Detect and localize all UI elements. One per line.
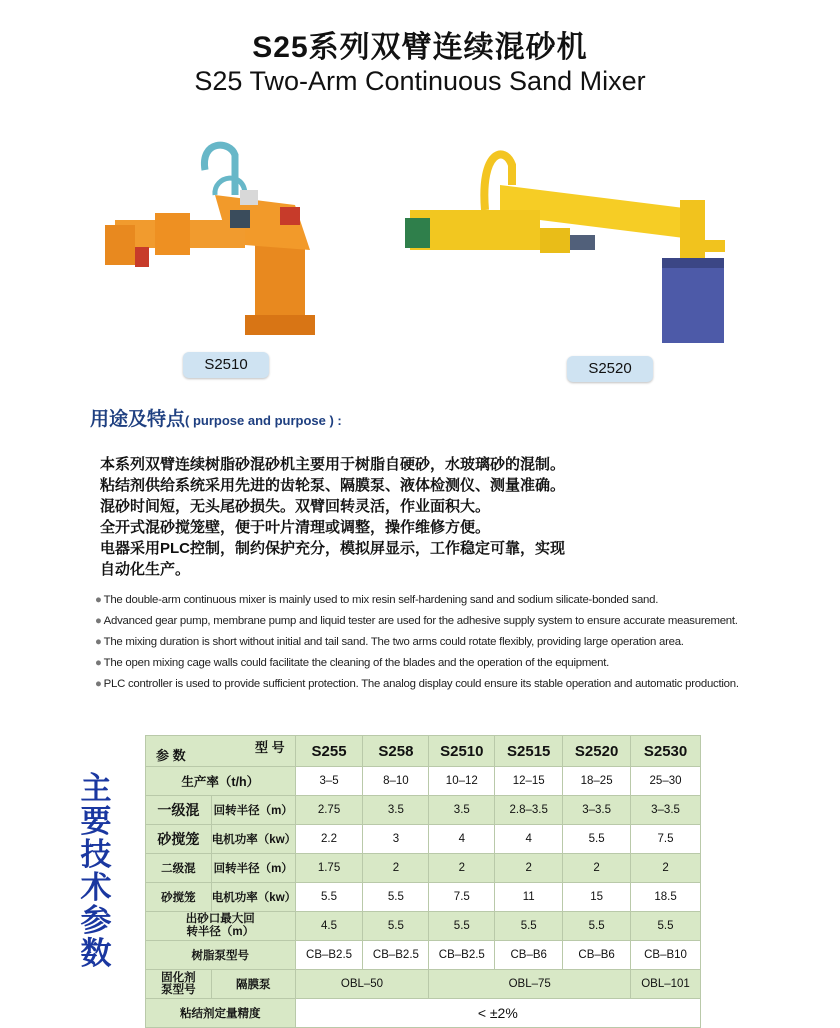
bullet-icon: ● <box>95 657 102 669</box>
description-cn-line: 粘结剂供给系统采用先进的齿轮泵、隔膜泵、液体检测仪、测量准确。 <box>100 477 566 494</box>
description-cn-line: 自动化生产。 <box>100 561 191 578</box>
bullet-icon: ● <box>95 615 102 627</box>
curing-pump-label-cell: 固化剂 泵型号 <box>146 970 212 999</box>
bullet-icon: ● <box>95 678 102 690</box>
page-title-en: S25 Two-Arm Continuous Sand Mixer <box>194 66 646 96</box>
model-cell: S258 <box>363 736 429 767</box>
outlet-label-cell: 出砂口最大回 转半径（m） <box>146 912 296 941</box>
description-en-item: ● The double-arm continuous mixer is mainly used to mix resin self-hardening sand and sodium silicate-bonded sand. <box>95 594 659 606</box>
section-heading <box>90 404 342 431</box>
description-en-item: ● The open mixing cage walls could facilitate the cleaning of the blades and the operation of the equipment. <box>95 657 610 669</box>
table-row: 树脂泵型号 CB–B2.5 CB–B2.5 CB–B2.5 CB–B6 CB–B6 CB–B10 <box>146 941 701 970</box>
description-cn <box>100 454 700 580</box>
section-title-cn: 用途及特点 <box>90 409 186 430</box>
page-title-cn: S25系列双臂连续混砂机 <box>252 31 588 64</box>
sand-mixer-photo-orange <box>95 135 355 340</box>
table-row: 砂搅笼 电机功率（kw） 2.2 3 4 4 5.5 7.5 <box>146 825 701 854</box>
description-en-item: ● The mixing duration is short without initial and tail sand. The two arms could rotate flexibly, providing large operation area. <box>95 636 684 648</box>
description-en-item: ● Advanced gear pump, membrane pump and liquid tester are used for the adhesive supply system to ensure accurate measurement. <box>95 615 738 627</box>
model-cell: S2510 <box>429 736 495 767</box>
photo-label-s2520: S2520 <box>567 356 653 382</box>
description-cn-line: 全开式混砂搅笼壁，便于叶片清理或调整，操作维修方便。 <box>100 519 491 536</box>
table-row: 固化剂 泵型号 隔膜泵 OBL–50 OBL–75 OBL–101 <box>146 970 701 999</box>
table-row: 出砂口最大回 转半径（m） 4.5 5.5 5.5 5.5 5.5 5.5 <box>146 912 701 941</box>
spec-side-title: 主 要 技 术 参 数 <box>80 771 112 971</box>
table-row: 二级混 回转半径（m） 1.75 2 2 2 2 2 <box>146 854 701 883</box>
model-cell: S2515 <box>495 736 563 767</box>
model-cell: S2520 <box>563 736 631 767</box>
section-title-sub: ( purpose and purpose ) : <box>185 413 342 428</box>
table-row: 粘结剂定量精度 < ±2% <box>146 999 701 1028</box>
table-row: 砂搅笼 电机功率（kw） 5.5 5.5 7.5 11 15 18.5 <box>146 883 701 912</box>
table-corner-cell: 参 数 型 号 <box>146 736 296 767</box>
description-cn-line: 混砂时间短，无头尾砂损失。双臂回转灵活，作业面积大。 <box>100 498 491 515</box>
description-en <box>95 590 739 695</box>
photo-label-s2510: S2510 <box>183 352 269 378</box>
spec-table <box>145 735 701 1028</box>
description-cn-line: 电器采用PLC控制，制约保护充分，模拟屏显示，工作稳定可靠，实现 <box>100 540 566 557</box>
description-cn-line: 本系列双臂连续树脂砂混砂机主要用于树脂自硬砂，水玻璃砂的混制。 <box>100 456 566 473</box>
model-cell: S255 <box>295 736 363 767</box>
description-en-item: ● PLC controller is used to provide sufficient protection. The analog display could ensure its stable operation and automatic production. <box>95 678 739 690</box>
model-cell: S2530 <box>631 736 701 767</box>
bullet-icon: ● <box>95 594 102 606</box>
bullet-icon: ● <box>95 636 102 648</box>
table-row: 生产率（t/h） 3–5 8–10 10–12 12–15 18–25 25–30 <box>146 767 701 796</box>
sand-mixer-photo-yellow <box>400 140 760 355</box>
table-row: 一级混 回转半径（m） 2.75 3.5 3.5 2.8–3.5 3–3.5 3–3.5 <box>146 796 701 825</box>
table-header-row <box>146 736 701 767</box>
